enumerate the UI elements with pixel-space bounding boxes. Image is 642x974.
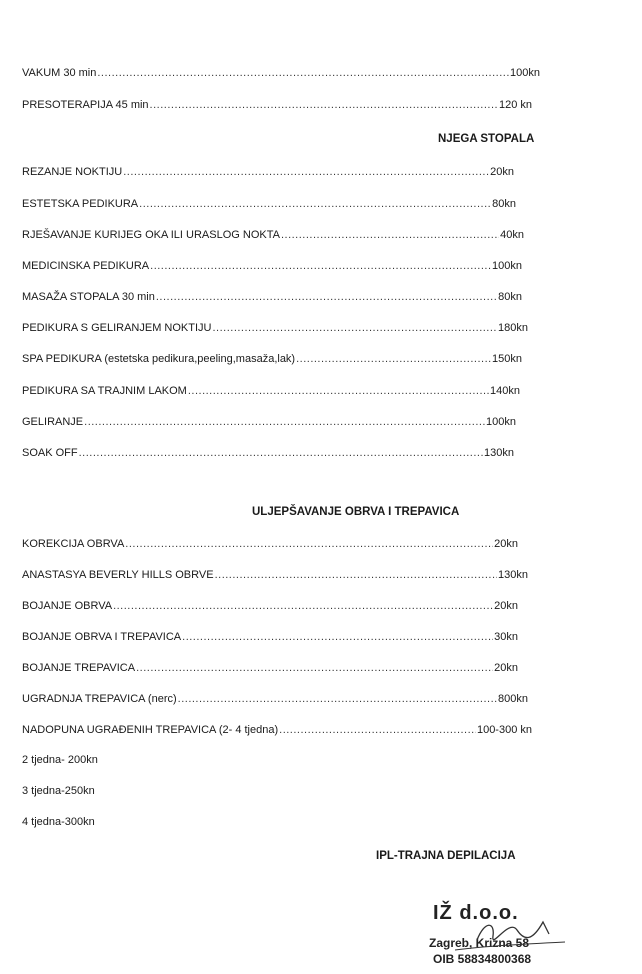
dot-leader [113, 600, 493, 612]
item-price: 800kn [498, 693, 528, 705]
item-label: BOJANJE OBRVA I TREPAVICA [22, 631, 182, 643]
dot-leader [281, 229, 499, 241]
price-row [22, 291, 522, 303]
item-price: 20kn [494, 538, 518, 550]
section-heading-foot-care: NJEGA STOPALA [438, 133, 535, 145]
section-heading-ipl: IPL-TRAJNA DEPILACIJA [376, 850, 516, 862]
price-row [22, 662, 518, 674]
item-price: 30kn [494, 631, 518, 643]
dot-leader [136, 662, 493, 674]
item-price: 100kn [486, 416, 516, 428]
dot-leader [212, 322, 497, 334]
item-price: 100kn [510, 67, 540, 79]
dot-leader [79, 447, 483, 459]
price-row [22, 724, 532, 736]
dot-leader [150, 260, 491, 272]
item-price: 150kn [492, 353, 522, 365]
item-label: BOJANJE OBRVA [22, 600, 113, 612]
stamp-oib: OIB 58834800368 [433, 952, 532, 966]
stamp-company-name: IŽ d.o.o. [433, 902, 519, 924]
item-label: BOJANJE TREPAVICA [22, 662, 136, 674]
refill-note: 2 tjedna- 200kn [22, 754, 98, 766]
item-price: 100kn [492, 260, 522, 272]
price-row [22, 166, 514, 178]
item-label: NADOPUNA UGRAĐENIH TREPAVICA (2- 4 tjedna) [22, 724, 279, 736]
dot-leader [296, 353, 491, 365]
item-label: ESTETSKA PEDIKURA [22, 198, 139, 210]
price-row [22, 198, 516, 210]
item-price: 80kn [498, 291, 522, 303]
signature-scribble [425, 900, 570, 960]
item-label: PRESOTERAPIJA 45 min [22, 99, 149, 111]
item-label: PEDIKURA S GELIRANJEM NOKTIJU [22, 322, 212, 334]
item-label: SPA PEDIKURA (estetska pedikura,peeling,masaža,lak) [22, 353, 296, 365]
item-price: 130kn [484, 447, 514, 459]
price-row [22, 447, 514, 459]
item-label: RJEŠAVANJE KURIJEG OKA ILI URASLOG NOKTA [22, 229, 280, 241]
item-label: PEDIKURA SA TRAJNIM LAKOM [22, 385, 187, 397]
price-row [22, 322, 528, 334]
item-price: 130kn [498, 569, 528, 581]
price-row [22, 353, 522, 365]
dot-leader [182, 631, 493, 643]
price-row [22, 67, 540, 79]
item-label: MEDICINSKA PEDIKURA [22, 260, 150, 272]
item-label: MASAŽA STOPALA 30 min [22, 291, 155, 303]
price-row [22, 385, 520, 397]
dot-leader [156, 291, 497, 303]
company-stamp [425, 900, 570, 972]
price-row [22, 229, 524, 241]
price-row [22, 693, 528, 705]
price-row [22, 99, 532, 111]
dot-leader [97, 67, 509, 79]
item-price: 100-300 kn [476, 724, 532, 736]
item-label: REZANJE NOKTIJU [22, 166, 123, 178]
dot-leader [188, 385, 489, 397]
item-price: 20kn [494, 662, 518, 674]
section-heading-brows-lashes: ULJEPŠAVANJE OBRVA I TREPAVICA [252, 506, 460, 518]
dot-leader [150, 99, 498, 111]
refill-note: 3 tjedna-250kn [22, 785, 95, 797]
dot-leader [139, 198, 491, 210]
item-price: 80kn [492, 198, 516, 210]
dot-leader [84, 416, 485, 428]
stamp-address: Zagreb, Krizna 58 [429, 936, 530, 950]
dot-leader [279, 724, 476, 736]
item-label: VAKUM 30 min [22, 67, 97, 79]
item-label: SOAK OFF [22, 447, 78, 459]
item-label: UGRADNJA TREPAVICA (nerc) [22, 693, 177, 705]
item-price: 140kn [490, 385, 520, 397]
price-row [22, 538, 518, 550]
price-row [22, 600, 518, 612]
dot-leader [125, 538, 493, 550]
item-label: ANASTASYA BEVERLY HILLS OBRVE [22, 569, 214, 581]
price-row [22, 631, 518, 643]
price-row [22, 260, 522, 272]
item-label: KOREKCIJA OBRVA [22, 538, 125, 550]
price-row [22, 416, 516, 428]
price-row [22, 569, 528, 581]
dot-leader [178, 693, 497, 705]
item-price: 20kn [490, 166, 514, 178]
dot-leader [123, 166, 489, 178]
item-label: GELIRANJE [22, 416, 84, 428]
item-price: 40kn [500, 229, 524, 241]
dot-leader [215, 569, 497, 581]
item-price: 120 kn [498, 99, 532, 111]
item-price: 20kn [494, 600, 518, 612]
item-price: 180kn [498, 322, 528, 334]
refill-note: 4 tjedna-300kn [22, 816, 95, 828]
